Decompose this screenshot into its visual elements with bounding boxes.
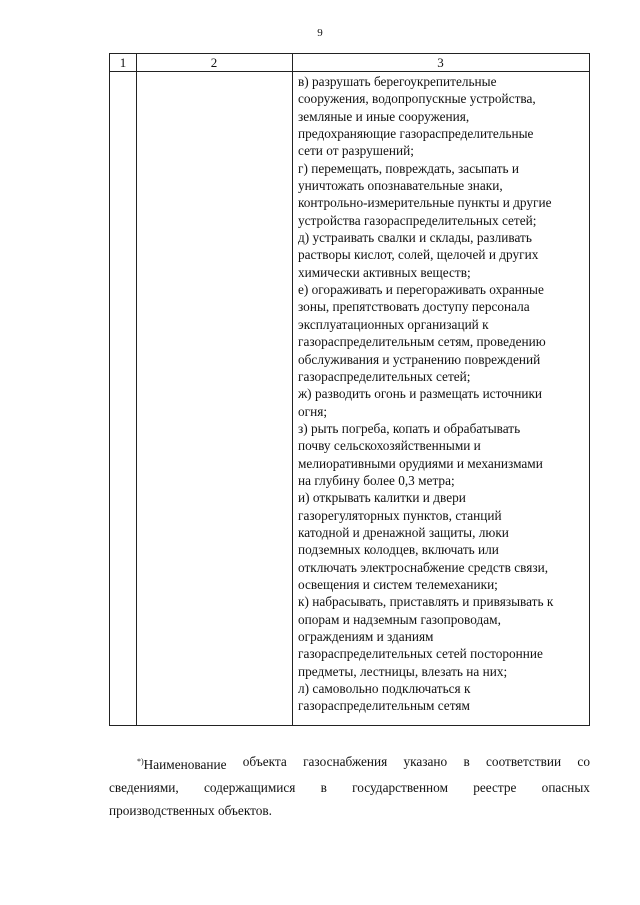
footnote-word: опасных	[541, 780, 590, 795]
list-item: растворы кислот, солей, щелочей и других	[298, 247, 539, 263]
header-col-3: 3	[437, 55, 444, 70]
list-item: в) разрушать берегоукрепительные	[298, 74, 497, 89]
footnote-word: реестре	[473, 780, 517, 795]
regulation-table	[109, 53, 590, 726]
list-item: сети от разрушений;	[298, 143, 414, 159]
footnote-word: соответствии	[486, 754, 562, 769]
list-item: сооружения, водопропускные устройства,	[298, 91, 536, 107]
list-item: катодной и дренажной защиты, люки	[298, 524, 509, 540]
footnote-word: указано	[403, 754, 448, 769]
list-item: предметы, лестницы, влезать на них;	[298, 663, 508, 679]
column-divider-2	[292, 54, 293, 725]
list-item: газораспределительным сетям	[298, 698, 470, 714]
list-item: и) открывать калитки и двери	[298, 490, 466, 506]
footnote-text-line-3: производственных объектов.	[109, 803, 272, 818]
list-item: ограждениям и зданиям	[298, 629, 434, 644]
list-item: освещения и систем телемеханики;	[298, 576, 498, 592]
list-item: к) набрасывать, приставлять и привязывать к	[298, 594, 554, 610]
list-item: уничтожать опознавательные знаки,	[298, 178, 503, 194]
list-item: газораспределительных сетей;	[298, 368, 471, 384]
list-item: устройства газораспределительных сетей;	[298, 212, 537, 228]
column-divider-1	[136, 54, 137, 725]
list-item: эксплуатационных организаций к	[298, 316, 489, 332]
list-item: земляные и иные сооружения,	[298, 108, 470, 124]
table-cell-col-3	[298, 73, 588, 715]
list-item: мелиоративными орудиями и механизмами	[298, 455, 543, 471]
footnote-word: со	[577, 754, 590, 769]
list-item: газораспределительных сетей посторонние	[298, 646, 543, 662]
list-item: з) рыть погреба, копать и обрабатывать	[298, 420, 521, 436]
list-item: е) огораживать и перегораживать охранные	[298, 282, 544, 298]
list-item: огня;	[298, 403, 328, 419]
list-item: газораспределительным сетям, проведению	[298, 334, 546, 350]
footnote-line-1	[109, 750, 590, 776]
page-number: 9	[317, 27, 323, 39]
footnote-word: государственном	[352, 780, 448, 795]
list-item: г) перемещать, повреждать, засыпать и	[298, 160, 520, 176]
list-item: предохраняющие газораспределительные	[298, 126, 534, 142]
table-header-row	[110, 54, 589, 72]
footnote-word: объекта	[242, 754, 287, 769]
header-col-1: 1	[119, 55, 127, 70]
footnote-word: содержащимися	[203, 780, 296, 795]
footnote-word: сведениями,	[109, 780, 179, 795]
footnote	[109, 750, 590, 822]
header-col-2: 2	[210, 55, 218, 70]
footnote-word: в	[320, 780, 327, 795]
list-item: контрольно-измерительные пункты и другие	[298, 195, 552, 211]
footnote-word: в	[463, 754, 470, 769]
list-item: л) самовольно подключаться к	[298, 681, 471, 697]
footnote-word	[137, 750, 227, 776]
list-item: д) устраивать свалки и склады, разливать	[298, 230, 532, 246]
list-item: отключать электроснабжение средств связи,	[298, 559, 549, 575]
list-item: обслуживания и устранению повреждений	[298, 351, 541, 367]
list-item: газорегуляторных пунктов, станций	[298, 507, 502, 523]
list-item: ж) разводить огонь и размещать источники	[298, 386, 543, 402]
list-item: почву сельскохозяйственными и	[298, 438, 481, 454]
footnote-word: газоснабжения	[303, 754, 388, 769]
footnote-marker: *)	[137, 757, 144, 766]
list-item: подземных колодцев, включать или	[298, 542, 499, 558]
list-item: на глубину более 0,3 метра;	[298, 472, 455, 488]
list-item: химически активных веществ;	[298, 264, 471, 280]
footnote-line-2	[109, 776, 590, 799]
list-item: опорам и надземным газопроводам,	[298, 611, 501, 627]
footnote-word-text: Наименование	[143, 757, 227, 772]
footnote-line-3	[109, 799, 590, 822]
list-item: зоны, препятствовать доступу персонала	[298, 299, 530, 315]
